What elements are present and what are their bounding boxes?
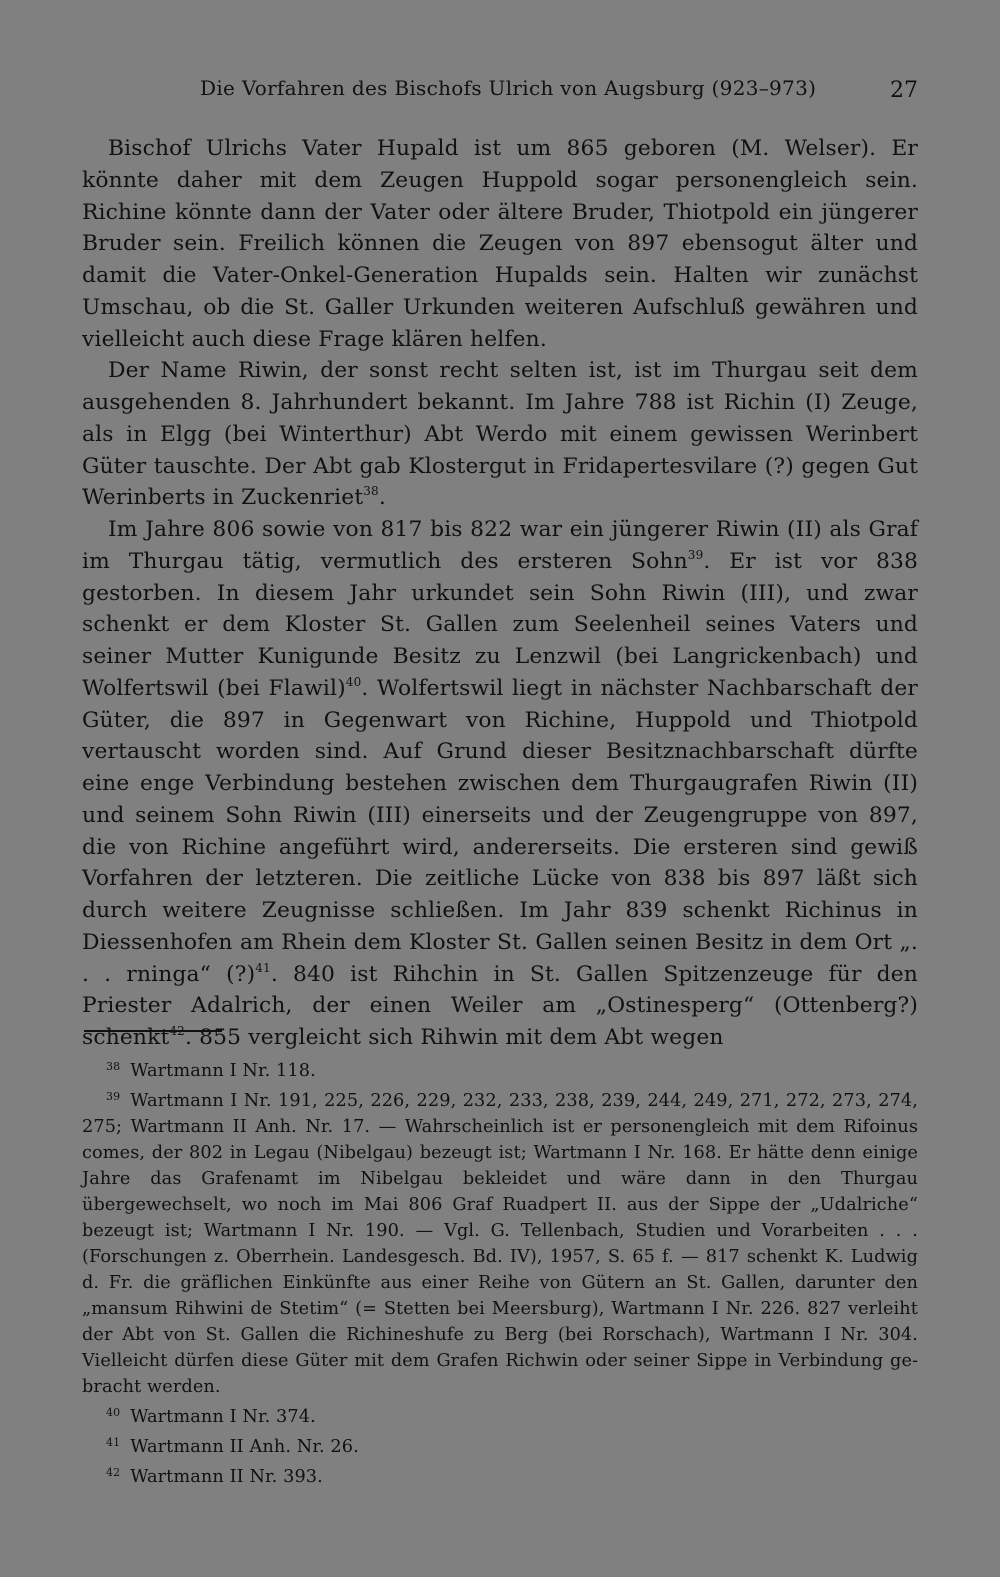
paragraph-2-text: Der Name Riwin, der sonst recht selten ist, ist im Thurgau seit dem ausgehenden 8. Jahrhundert bekannt. Im Jahre 788 ist Richin (I) Zeuge, als in Elgg (bei Winterthur) Abt Werdo mit einem gewissen Werinbert Güter tauschte. Der Abt gab Klostergut in Fridapertesvilare (?) gegen Gut Werinberts in Zuckenriet <box>82 358 918 511</box>
footnote-40 <box>82 1400 918 1430</box>
paragraph-1-text: Bischof Ulrichs Vater Hupald ist um 865 geboren (M. Welser). Er könnte daher mit dem Zeugen Huppold sogar personengleich sein. Richine könnte dann der Vater oder ältere Bruder, Thiotpold ein jüngerer Bruder sein. Freilich können die Zeugen von 897 ebensogut älter und damit die Vater-Onkel-Generation Hupalds sein. Halten wir zunächst Umschau, ob die St. Galler Urkunden weiteren Aufschluß gewähren und vielleicht auch diese Frage klären helfen. <box>82 136 918 352</box>
footnote-38 <box>82 1054 918 1084</box>
footnote-mark: 42 <box>106 1466 121 1479</box>
footnote-text: Wartmann II Nr. 393. <box>130 1467 323 1487</box>
paragraph-3-text-d: . 840 ist Rihchin in St. Gallen Spitzenzeuge für den Priester Adalrich, der einen Weiler am „Ostinesperg“ (Ottenberg?) schenkt <box>82 961 918 1050</box>
footnote-mark: 39 <box>106 1090 121 1103</box>
footnote-ref-38: 38 <box>363 484 379 499</box>
footnote-text: Wartmann I Nr. 191, 225, 226, 229, 232, 233, 238, 239, 244, 249, 271, 272, 273, 274, 275; Wartmann II Anh. Nr. 17. — Wahrscheinlich ist er personengleich mit dem Rifoinus comes, der 802 in Legau (Nibelgau) bezeugt ist; Wartmann I Nr. 168. Er hätte denn einige Jahre das Grafenamt im Nibelgau bekleidet und wäre dann in den Thurgau übergewechselt, wo noch im Mai 806 Graf Ruadpert II. aus der Sippe der „Udalriche“ bezeugt ist; Wartmann I Nr. 190. — Vgl. G. Tellenbach, Studien und Vorarbeiten . . . (Forschungen z. Oberrhein. Landesgesch. Bd. IV), 1957, S. 65 f. — 817 schenkt K. Ludwig d. Fr. die gräflichen Einkünfte aus einer Reihe von Gütern an St. Gallen, darunter den „mansum Rihwini de Stetim“ (= Stetten bei Meersburg), Wartmann I Nr. 226. 827 verleiht der Abt von St. Gallen die Richineshufe zu Berg (bei Rorschach), Wartmann I Nr. 304. Vielleicht dürfen diese Güter mit dem Grafen Richwin oder seiner Sippe in Verbindung gebracht werden. <box>82 1091 918 1397</box>
running-title: Die Vorfahren des Bischofs Ulrich von Augsburg (923–973) <box>200 76 817 100</box>
footnote-text: Wartmann I Nr. 374. <box>130 1407 316 1427</box>
paragraph-3-text-c: . Wolfertswil liegt in nächster Nachbarschaft der Güter, die 897 in Gegenwart von Richine, Huppold und Thiotpold vertauscht worden sind. Auf Grund dieser Besitznachbarschaft dürfte eine enge Verbindung bestehen zwischen dem Thurgaugrafen Riwin (II) und seinem Sohn Riwin (III) einerseits und der Zeugengruppe von 897, die von Richine angeführt wird, andererseits. Die ersteren sind gewiß Vorfahren der letzteren. Die zeitliche Lücke von 838 bis 897 läßt sich durch weitere Zeugnisse schließen. Im Jahr 839 schenkt Richinus in Diessenhofen am Rhein dem Kloster St. Gallen seinen Besitz in dem Ort „. . . rninga“ (?) <box>82 675 918 987</box>
footnote-39 <box>82 1084 918 1400</box>
footnote-ref-40: 40 <box>345 674 362 689</box>
footnote-ref-41: 41 <box>255 960 271 975</box>
footnote-42 <box>82 1460 918 1490</box>
footnote-ref-39: 39 <box>687 547 704 562</box>
footnote-separator <box>84 1030 222 1032</box>
paragraph-2 <box>82 355 918 514</box>
main-text <box>82 133 918 1054</box>
footnotes <box>82 1054 918 1490</box>
paragraph-3 <box>82 514 918 1054</box>
paragraph-3-text-e: . 855 vergleicht sich Rihwin mit dem Abt wegen <box>184 1025 724 1050</box>
paragraph-1 <box>82 133 918 355</box>
footnote-ref-42: 42 <box>169 1024 185 1038</box>
page-number: 27 <box>890 78 918 103</box>
paragraph-3-text-a: Im Jahre 806 sowie von 817 bis 822 war ein jüngerer Riwin (II) als Graf im Thurgau tätig, vermutlich des ersteren Sohn <box>82 517 918 574</box>
paragraph-2-end: . <box>378 485 386 511</box>
footnote-41 <box>82 1430 918 1460</box>
paragraph-3-text-b: . Er ist vor 838 gestorben. In diesem Jahr urkundet sein Sohn Riwin (III), und zwar schenkt er dem Kloster St. Gallen zum Seelenheil seines Vaters und seiner Mutter Kunigunde Besitz zu Lenzwil (bei Langrickenbach) und Wolfertswil (bei Flawil) <box>82 548 918 701</box>
footnote-text: Wartmann I Nr. 118. <box>130 1061 316 1081</box>
footnote-text: Wartmann II Anh. Nr. 26. <box>130 1437 359 1457</box>
footnote-mark: 40 <box>106 1406 121 1419</box>
footnote-mark: 38 <box>106 1060 121 1073</box>
footnote-mark: 41 <box>106 1436 121 1449</box>
